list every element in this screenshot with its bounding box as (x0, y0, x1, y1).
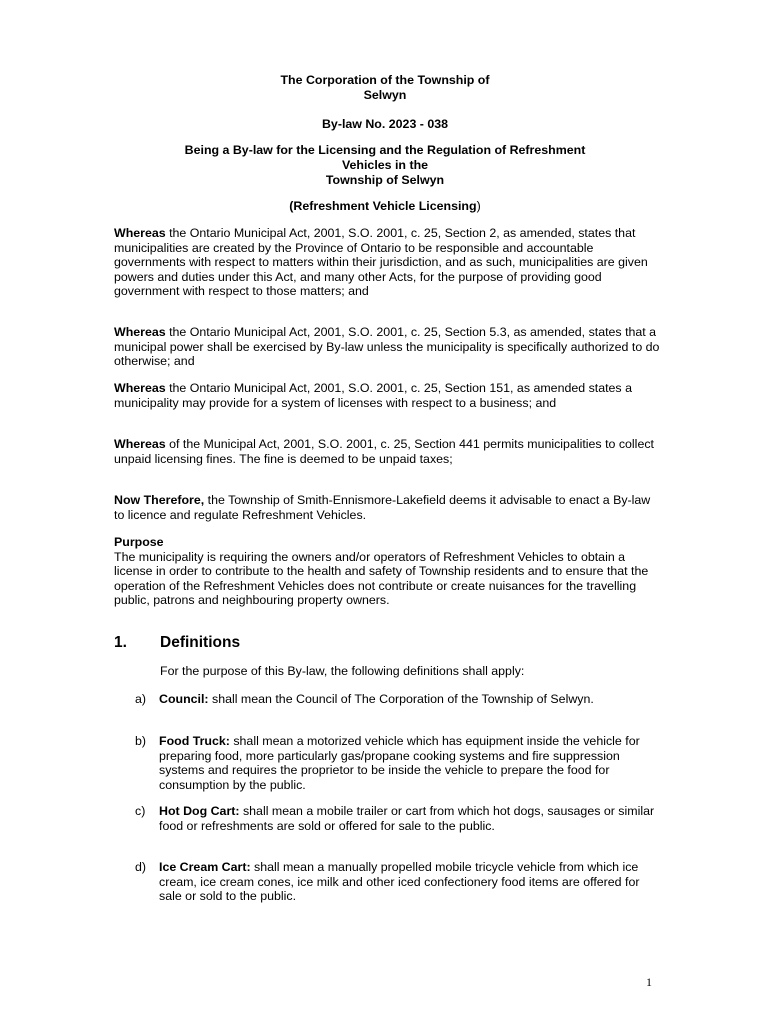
whereas-text: the Ontario Municipal Act, 2001, S.O. 2001, c. 25, Section 5.3, as amended, states that a municipal power shall be exercised by By-law unless the municipality is specifically authorized to do otherwise; and (114, 325, 660, 368)
corporation-heading (0, 73, 770, 103)
whereas-clause (114, 226, 662, 299)
purpose-heading: Purpose (114, 535, 164, 549)
bylaw-number: By-law No. 2023 - 038 (321, 117, 449, 131)
bylaw-title-line-3: Township of Selwyn (325, 173, 445, 187)
definition-term: Ice Cream Cart: (159, 860, 251, 874)
definition-letter: c) (135, 804, 146, 818)
definition-text: shall mean a mobile trailer or cart from which hot dogs, sausages or similar food or refreshments are sold or offered for sale to the public. (159, 804, 655, 833)
whereas-lead: Whereas (114, 381, 166, 395)
definition-text: shall mean a motorized vehicle which has equipment inside the vehicle for preparing food, more particularly gas/propane cooking systems and fire suppression systems and requires the proprietor to be inside the vehicle to prepare the food for consumption by the public. (159, 734, 640, 792)
short-title-text: (Refreshment Vehicle Licensing (289, 199, 477, 213)
page-number: 1 (646, 975, 652, 989)
bylaw-title-line-2: Vehicles in the (341, 158, 429, 172)
whereas-lead: Whereas (114, 226, 166, 240)
whereas-text: of the Municipal Act, 2001, S.O. 2001, c. 25, Section 441 permits municipalities to collect unpaid licensing fines. The fine is deemed to be unpaid taxes; (114, 437, 654, 466)
definition-letter: d) (135, 860, 147, 874)
definitions-intro: For the purpose of this By-law, the following definitions shall apply: (160, 664, 525, 678)
purpose-text: The municipality is requiring the owners and/or operators of Refreshment Vehicles to obtain a license in order to contribute to the health and safety of Township residents and to ensure that the operation of the Refreshment Vehicles does not contribute or create nuisances for the travelling public, patrons and neighbouring property owners. (114, 549, 649, 607)
corporation-line-1: The Corporation of the Township of (280, 73, 490, 87)
section-title: Definitions (160, 634, 241, 651)
corporation-line-2: Selwyn (363, 88, 407, 102)
whereas-clause (114, 325, 662, 369)
section-number: 1. (114, 634, 127, 651)
whereas-lead: Whereas (114, 437, 166, 451)
definition-text: shall mean the Council of The Corporation of the Township of Selwyn. (208, 692, 594, 706)
whereas-clause (114, 381, 662, 410)
definition-letter: a) (135, 692, 147, 706)
bylaw-title-line-1: Being a By-law for the Licensing and the Regulation of Refreshment (184, 143, 586, 157)
now-therefore-clause (114, 493, 662, 522)
definition-item (135, 860, 660, 904)
whereas-lead: Whereas (114, 325, 166, 339)
now-therefore-lead: Now Therefore, (114, 493, 205, 507)
definition-item (135, 804, 660, 833)
short-title-close: ) (476, 199, 481, 213)
now-therefore-text: the Township of Smith-Ennismore-Lakefield deems it advisable to enact a By-law to licence and regulate Refreshment Vehicles. (114, 493, 651, 522)
definition-letter: b) (135, 734, 147, 748)
purpose-section (114, 535, 662, 608)
definition-term: Food Truck: (159, 734, 230, 748)
short-title (0, 199, 770, 214)
bylaw-title (0, 143, 770, 188)
definition-term: Council: (159, 692, 209, 706)
definition-text: shall mean a manually propelled mobile tricycle vehicle from which ice cream, ice cream cones, ice milk and other iced confectionery food items are offered for sale or sold to the public. (159, 860, 640, 903)
whereas-text: the Ontario Municipal Act, 2001, S.O. 2001, c. 25, Section 2, as amended, states that municipalities are created by the Province of Ontario to be responsible and accountable governments with respect to matters within their jurisdiction, and as such, municipalities are given powers and duties under this Act, and many other Acts, for the purpose of providing good government with respect to those matters; and (114, 226, 648, 298)
definition-term: Hot Dog Cart: (159, 804, 240, 818)
definition-item (135, 692, 660, 707)
whereas-clause (114, 437, 662, 466)
definition-item (135, 734, 660, 792)
whereas-text: the Ontario Municipal Act, 2001, S.O. 2001, c. 25, Section 151, as amended states a municipality may provide for a system of licenses with respect to a business; and (114, 381, 632, 410)
